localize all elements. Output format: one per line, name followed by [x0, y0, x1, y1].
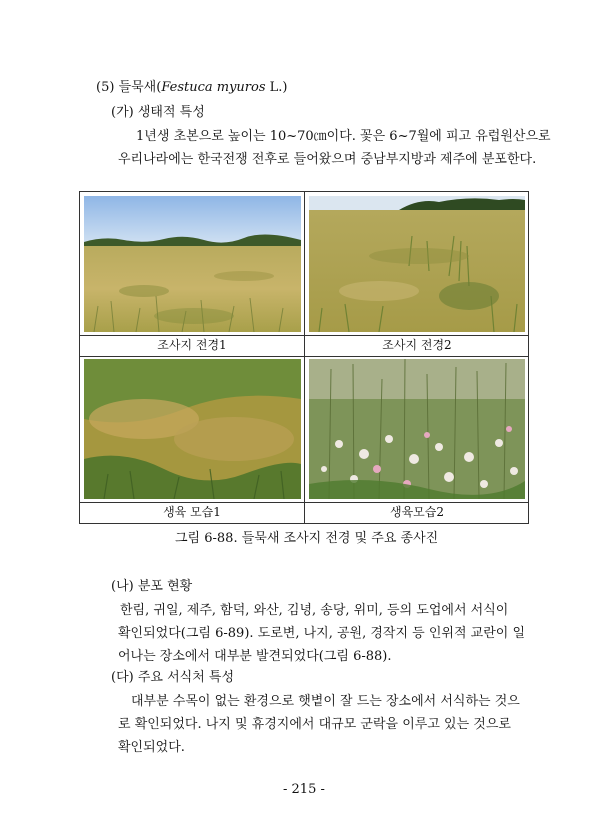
subheading-ecology: (가) 생태적 특성 — [111, 105, 205, 120]
paragraph-line: 확인되었다(그림 6-89). 도로변, 나지, 공원, 경작지 등 인위적 교란이 일 — [118, 626, 526, 641]
paragraph-line: 로 확인되었다. 나지 및 휴경지에서 대규모 군락을 이루고 있는 것으로 — [118, 717, 511, 732]
paragraph-line: 1년생 초본으로 높이는 10~70㎝이다. 꽃은 6~7월에 피고 유럽원산으로 — [136, 129, 551, 144]
figure-caption: 그림 6-88. 들묵새 조사지 전경 및 주요 종사진 — [175, 531, 439, 546]
table-divider — [304, 192, 305, 523]
subheading-habitat: (다) 주요 서식처 특성 — [111, 670, 235, 685]
subheading-distribution: (나) 분포 현황 — [111, 579, 193, 594]
photo-caption: 생육모습2 — [389, 505, 444, 519]
photo-table — [79, 191, 529, 524]
growth-photo-2 — [309, 359, 525, 499]
growth-photo-1 — [84, 359, 301, 499]
paragraph-line: 어나는 장소에서 대부분 발견되었다(그림 6-88). — [118, 649, 392, 664]
paragraph-line: 대부분 수목이 없는 환경으로 햇볕이 잘 드는 장소에서 서식하는 것으 — [131, 694, 520, 709]
site-photo-2 — [309, 196, 525, 332]
site-photo-1 — [84, 196, 301, 332]
photo-caption: 조사지 전경2 — [382, 338, 452, 352]
scientific-name: Festuca myuros — [161, 80, 266, 95]
photo-caption: 생육 모습1 — [163, 505, 221, 519]
section-heading: (5) 들묵새(Festuca myuros L.) — [96, 80, 288, 95]
paragraph-line: 한림, 귀일, 제주, 함덕, 와산, 김녕, 송당, 위미, 등의 도업에서 서식이 — [120, 603, 509, 618]
paragraph-line: 우리나라에는 한국전쟁 전후로 들어왔으며 중남부지방과 제주에 분포한다. — [118, 152, 537, 167]
page-number: - 215 - — [283, 782, 325, 797]
table-divider — [80, 356, 528, 357]
paragraph-line: 확인되었다. — [118, 740, 185, 755]
photo-caption: 조사지 전경1 — [157, 338, 227, 352]
